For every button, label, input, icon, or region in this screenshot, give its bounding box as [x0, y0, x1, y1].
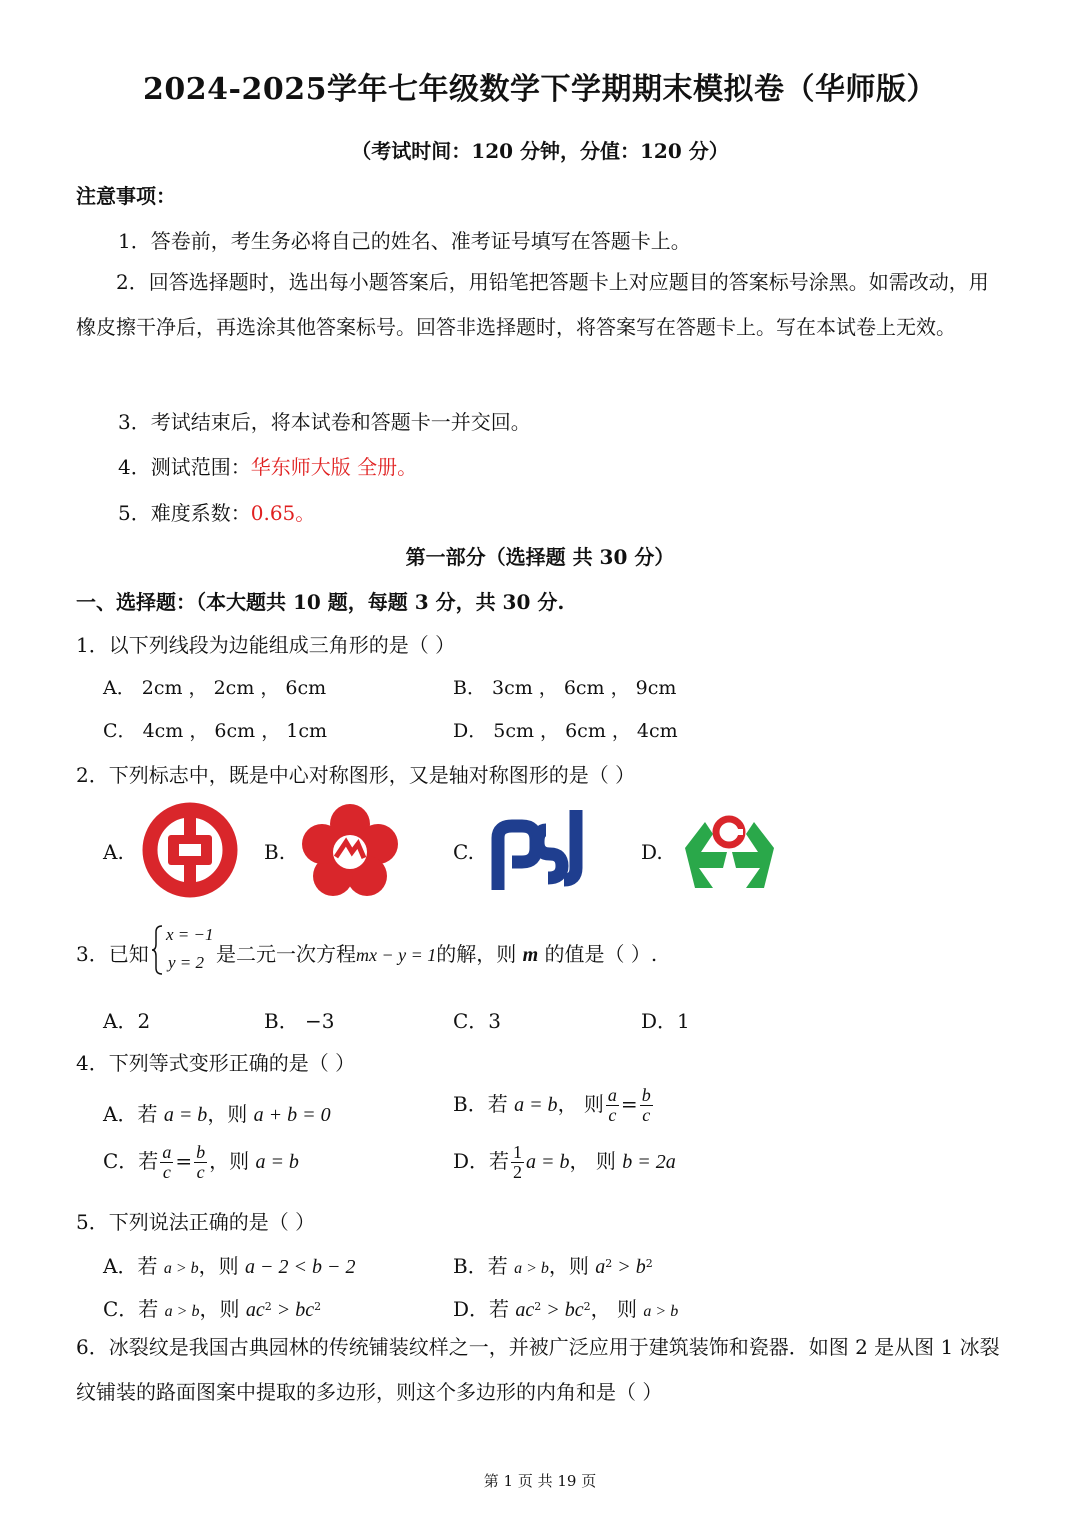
q4-stem: 4．下列等式变形正确的是（ ） — [76, 1051, 356, 1075]
q5-c-sq1: 2 — [264, 1300, 272, 1313]
page-title: 2024-2025学年七年级数学下学期期末模拟卷（华师版） — [143, 72, 937, 107]
q3-equation: mx − y = 1 — [356, 945, 437, 965]
q5-b-res-rel: > b — [612, 1256, 646, 1278]
q3-equation-x: x = −1 — [166, 925, 214, 944]
blue-letters-logo-icon — [488, 808, 586, 892]
q5-b-sq1: 2 — [605, 1257, 613, 1270]
q5-d-res: a > b — [643, 1303, 679, 1320]
q3-suffix-1: 的解，则 — [436, 942, 523, 966]
q5-option-d — [453, 1293, 678, 1322]
notice-item-2: 2．回答选择题时，选出每小题答案后，用铅笔把答题卡上对应题目的答案标号涂黑。如需改动，用橡皮擦干净后，再选涂其他答案标号。回答非选择题时，将答案写在答题卡上。写在本试卷上无效。 — [76, 270, 989, 339]
q5-d-sq1: 2 — [534, 1300, 542, 1313]
q5-b-mid: ，则 — [548, 1254, 596, 1278]
q5-b-res-a: a — [595, 1256, 606, 1278]
q1-option-a: A． 2cm ， 2cm ， 6cm — [103, 677, 327, 699]
q4-option-c: C．若 $\frac{a}{c}$ = $\frac{b}{c}$ ，则 a = b — [103, 1142, 299, 1182]
q3-m: m — [522, 944, 539, 966]
q5-option-c — [103, 1293, 321, 1322]
q3-middle: 是二元一次方程 — [216, 942, 356, 966]
q4-option-a — [103, 1098, 331, 1127]
q1-option-b: B． 3cm ， 6cm ， 9cm — [453, 677, 677, 699]
q4-a-cond: a = b — [163, 1104, 208, 1126]
q3-option-a: A．2 — [103, 1009, 151, 1033]
q5-a-pre: A．若 — [103, 1254, 164, 1278]
q4-d-cond: a = b — [526, 1150, 570, 1173]
q4-d-res: b = 2a — [622, 1150, 676, 1173]
q3-text — [216, 938, 657, 967]
q5-c-res-a: ac — [245, 1299, 265, 1321]
q4-b-pre: B．若 — [453, 1091, 515, 1116]
q5-d-cond-rel: > bc — [541, 1299, 584, 1321]
q5-d-pre: D．若 — [453, 1297, 516, 1321]
notice-item-1: 1．答卷前，考生务必将自己的姓名、准考证号填写在答题卡上。 — [118, 229, 691, 253]
green-hands-logo-icon — [683, 808, 776, 890]
q5-c-res-rel: > bc — [271, 1299, 315, 1321]
q4-d-mid: ， 则 — [569, 1148, 623, 1173]
q5-c-pre: C．若 — [103, 1297, 165, 1321]
q4-d-pre: D．若 — [453, 1148, 510, 1173]
q3-suffix-2: 的值是（ ）. — [538, 942, 658, 966]
q5-c-sq2: 2 — [314, 1300, 322, 1313]
q5-stem: 5．下列说法正确的是（ ） — [76, 1210, 316, 1234]
section-heading: 一、选择题：（本大题共 10 题，每题 3 分，共 30 分. — [76, 590, 565, 614]
q2-stem: 2．下列标志中，既是中心对称图形，又是轴对称图形的是（ ） — [76, 763, 636, 787]
q4-a-pre: A．若 — [103, 1102, 164, 1126]
q4-c-frac-right: $\frac{b}{c}$ — [196, 1142, 206, 1182]
q4-b-frac-right: $\frac{b}{c}$ — [641, 1085, 651, 1125]
notice-item-5-value: 0.65。 — [250, 501, 316, 525]
q3-prefix: 3．已知 — [76, 942, 149, 966]
system-brace-icon — [150, 924, 164, 976]
q5-a-mid: ，则 — [198, 1254, 245, 1278]
q5-c-cond: a > b — [164, 1303, 200, 1320]
q5-b-pre: B．若 — [453, 1254, 515, 1278]
q1-option-d: D． 5cm ， 6cm ， 4cm — [453, 720, 678, 742]
page-number: 第 1 页 共 19 页 — [483, 1472, 597, 1490]
q6-stem: 6．冰裂纹是我国古典园林的传统铺装纹样之一，并被广泛应用于建筑装饰和瓷器．如图 2 是从图 1 冰裂纹铺装的路面图案中提取的多边形，则这个多边形的内角和是（ ） — [76, 1335, 1000, 1404]
q5-d-mid: ， 则 — [590, 1297, 644, 1321]
q5-a-cond: a > b — [163, 1260, 199, 1277]
notice-heading: 注意事项： — [76, 184, 176, 208]
q5-option-b — [453, 1250, 653, 1279]
q2-option-d: D. — [641, 840, 663, 864]
q2-option-a: A. — [103, 840, 124, 864]
q3-option-d: D．1 — [641, 1009, 690, 1033]
q2-option-b: B. — [264, 840, 286, 864]
q5-d-sq2: 2 — [583, 1300, 591, 1313]
q3-option-c: C．3 — [453, 1009, 502, 1033]
q4-a-res: a + b = 0 — [253, 1104, 331, 1126]
exam-info: （考试时间：120 分钟，分值：120 分） — [351, 139, 729, 163]
q1-option-c: C． 4cm ， 6cm ， 1cm — [103, 720, 327, 742]
q5-option-a — [103, 1250, 355, 1279]
q4-a-mid: ，则 — [207, 1102, 254, 1126]
q5-d-cond-a: ac — [515, 1299, 535, 1321]
notice-item-5 — [118, 497, 315, 526]
q2-option-c: C. — [453, 840, 474, 864]
q5-a-res: a − 2 < b − 2 — [244, 1256, 356, 1278]
q4-c-mid: ，则 — [209, 1148, 256, 1173]
q5-b-sq2: 2 — [645, 1257, 653, 1270]
notice-item-4-value: 华东师大版 全册。 — [250, 455, 418, 479]
q4-b-mid: ， 则 — [557, 1091, 604, 1116]
q5-c-mid: ，则 — [199, 1297, 246, 1321]
bank-of-china-logo-icon — [141, 802, 239, 898]
q4-d-frac: $\frac{1}{2}$ — [513, 1142, 523, 1182]
q3-option-b: B． −3 — [264, 1009, 335, 1033]
notice-item-5-label: 5．难度系数： — [118, 501, 251, 525]
notice-item-4-label: 4．测试范围： — [118, 455, 251, 479]
q4-c-pre: C．若 — [103, 1148, 159, 1173]
q3-equation-y: y = 2 — [168, 953, 205, 972]
notice-item-4 — [118, 451, 417, 480]
q4-option-b: B．若 a = b， 则 $\frac{a}{c}$ = $\frac{b}{c}$ — [453, 1085, 651, 1125]
q4-b-frac-left: $\frac{a}{c}$ — [607, 1085, 617, 1125]
q4-b-cond: a = b — [514, 1093, 558, 1116]
flower-logo-icon — [300, 802, 400, 897]
q1-stem: 1．以下列线段为边能组成三角形的是（ ） — [76, 633, 456, 657]
q4-c-frac-left: $\frac{a}{c}$ — [162, 1142, 172, 1182]
part-heading: 第一部分（选择题 共 30 分） — [405, 545, 675, 569]
q4-option-d — [453, 1143, 676, 1182]
q4-c-res: a = b — [255, 1150, 299, 1173]
notice-item-3: 3．考试结束后，将本试卷和答题卡一并交回。 — [118, 410, 531, 434]
q5-b-cond: a > b — [514, 1260, 549, 1277]
